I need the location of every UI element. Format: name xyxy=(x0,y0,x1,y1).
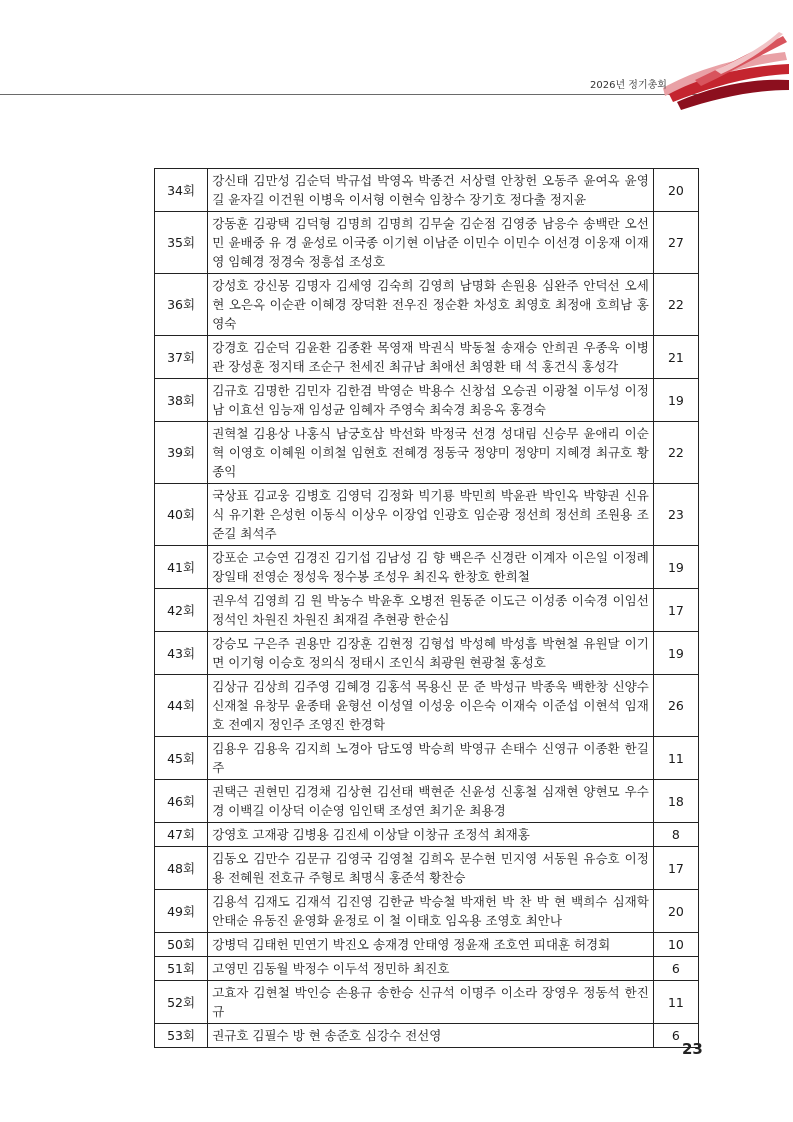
term-cell: 40회 xyxy=(155,484,208,546)
term-cell: 45회 xyxy=(155,737,208,780)
term-cell: 43회 xyxy=(155,632,208,675)
count-cell: 22 xyxy=(653,274,698,336)
table-row xyxy=(155,274,699,336)
table-row xyxy=(155,336,699,379)
red-swoosh-logo xyxy=(655,30,793,130)
table-row xyxy=(155,632,699,675)
names-cell: 고효자 김현철 박인승 손용규 송한승 신규석 이명주 이소라 장영우 정동석 한진규 xyxy=(208,981,654,1024)
names-cell: 강신태 김만성 김순덕 박규섭 박영옥 박종건 서상렬 안창헌 오동주 윤여옥 윤영길 윤자길 이건원 이병욱 이서형 이현숙 임창수 장기호 정다출 정지윤 xyxy=(208,169,654,212)
table-row xyxy=(155,169,699,212)
roster-body xyxy=(155,169,699,1048)
table-row xyxy=(155,737,699,780)
term-cell: 39회 xyxy=(155,422,208,484)
count-cell: 20 xyxy=(653,169,698,212)
term-cell: 49회 xyxy=(155,890,208,933)
term-cell: 36회 xyxy=(155,274,208,336)
names-cell: 김규호 김명한 김민자 김한겸 박영순 박용수 신창섭 오승권 이광철 이두성 이정남 이효선 임능재 임성균 임혜자 주영숙 최숙경 최응옥 홍경숙 xyxy=(208,379,654,422)
count-cell: 22 xyxy=(653,422,698,484)
term-cell: 37회 xyxy=(155,336,208,379)
term-cell: 50회 xyxy=(155,933,208,957)
term-cell: 46회 xyxy=(155,780,208,823)
names-cell: 권규호 김필수 방 현 송준호 심강수 전선영 xyxy=(208,1024,654,1048)
count-cell: 6 xyxy=(653,957,698,981)
term-cell: 48회 xyxy=(155,847,208,890)
table-row xyxy=(155,981,699,1024)
term-cell: 34회 xyxy=(155,169,208,212)
table-row xyxy=(155,484,699,546)
table-row xyxy=(155,212,699,274)
count-cell: 10 xyxy=(653,933,698,957)
names-cell: 권우석 김영희 김 원 박농수 박윤후 오병전 원동준 이도근 이성종 이숙경 이임선 정석인 차원진 차원진 최재걸 추현광 한순심 xyxy=(208,589,654,632)
term-cell: 51회 xyxy=(155,957,208,981)
names-cell: 김용석 김재도 김재석 김진영 김한균 박승철 박재헌 박 찬 박 현 백희수 심재학 안태순 유동진 윤영화 윤정로 이 철 이태호 임옥용 조영호 최안나 xyxy=(208,890,654,933)
term-cell: 52회 xyxy=(155,981,208,1024)
table-row xyxy=(155,847,699,890)
count-cell: 19 xyxy=(653,546,698,589)
count-cell: 18 xyxy=(653,780,698,823)
term-cell: 35회 xyxy=(155,212,208,274)
count-cell: 11 xyxy=(653,737,698,780)
term-cell: 42회 xyxy=(155,589,208,632)
table-row xyxy=(155,780,699,823)
names-cell: 강영호 고재광 김병용 김진세 이상달 이창규 조정석 최재홍 xyxy=(208,823,654,847)
count-cell: 20 xyxy=(653,890,698,933)
term-cell: 41회 xyxy=(155,546,208,589)
table-row xyxy=(155,890,699,933)
names-cell: 김용우 김용욱 김지희 노경아 담도영 박승희 박영규 손태수 신영규 이종환 한길주 xyxy=(208,737,654,780)
table-row xyxy=(155,675,699,737)
count-cell: 27 xyxy=(653,212,698,274)
header-rule xyxy=(0,94,700,95)
term-cell: 53회 xyxy=(155,1024,208,1048)
alumni-roster-table xyxy=(154,168,699,1048)
names-cell: 김상규 김상희 김주영 김혜경 김홍석 목용신 문 준 박성규 박종욱 백한창 신양수 신재철 유창무 윤종태 윤형선 이성열 이성웅 이은숙 이재숙 이준섭 이현석 임재호 전예지 정인주 조영진 한경학 xyxy=(208,675,654,737)
names-cell: 김동오 김만수 김문규 김영국 김영철 김희옥 문수현 민지영 서동원 유승호 이정용 전혜원 전호규 주형로 최명식 홍준석 황찬승 xyxy=(208,847,654,890)
names-cell: 강병덕 김태헌 민연기 박진오 송재경 안태영 정윤재 조호연 피대훈 허경회 xyxy=(208,933,654,957)
count-cell: 8 xyxy=(653,823,698,847)
names-cell: 강경호 김순덕 김윤환 김종환 목영재 박권식 박동철 송재승 안희권 우종욱 이병관 장성훈 정지태 조순구 천세진 최규남 최애선 최영환 태 석 홍건식 홍성각 xyxy=(208,336,654,379)
names-cell: 고영민 김동월 박정수 이두석 정민하 최진호 xyxy=(208,957,654,981)
names-cell: 강승모 구은주 권용만 김장훈 김현정 김형섭 박성혜 박성흠 박현철 유원달 이기면 이기형 이승호 정의식 정태시 조인식 최광원 현광철 홍성호 xyxy=(208,632,654,675)
count-cell: 19 xyxy=(653,379,698,422)
table-row xyxy=(155,1024,699,1048)
table-row xyxy=(155,379,699,422)
count-cell: 26 xyxy=(653,675,698,737)
term-cell: 44회 xyxy=(155,675,208,737)
names-cell: 강성호 강신몽 김명자 김세영 김숙희 김영희 남명화 손원용 심완주 안덕선 오세현 오은옥 이순관 이혜경 장덕환 전우진 정순환 차성호 최영호 최정애 호희남 홍영숙 xyxy=(208,274,654,336)
count-cell: 17 xyxy=(653,589,698,632)
table-row xyxy=(155,823,699,847)
names-cell: 국상표 김교웅 김병호 김영덕 김정화 빅기룡 박민희 박윤관 박인옥 박향권 신유식 유기환 은성헌 이동식 이상우 이장업 인광호 임순광 정선희 정선희 조원용 조준길 최석주 xyxy=(208,484,654,546)
names-cell: 강동훈 김광택 김덕형 김명희 김명희 김무술 김순점 김영중 남응수 송백란 오선민 윤배중 유 경 윤성로 이국종 이기현 이남준 이민수 이민수 이선경 이웅재 이재영 임혜경 정경숙 정흥섭 조성호 xyxy=(208,212,654,274)
term-cell: 47회 xyxy=(155,823,208,847)
count-cell: 23 xyxy=(653,484,698,546)
table-row xyxy=(155,957,699,981)
count-cell: 11 xyxy=(653,981,698,1024)
count-cell: 17 xyxy=(653,847,698,890)
table-row xyxy=(155,422,699,484)
header-title: 2026년 정기총회 xyxy=(590,80,667,91)
table-row xyxy=(155,589,699,632)
table-row xyxy=(155,546,699,589)
count-cell: 19 xyxy=(653,632,698,675)
page-number: 23 xyxy=(682,1040,703,1058)
count-cell: 21 xyxy=(653,336,698,379)
table-row xyxy=(155,933,699,957)
count-cell: 6 xyxy=(653,1024,698,1048)
names-cell: 강포순 고승연 김경진 김기섭 김남성 김 향 백은주 신경란 이계자 이은일 이정례 장일태 전영순 정성욱 정수봉 조성우 최진옥 한창호 한희철 xyxy=(208,546,654,589)
term-cell: 38회 xyxy=(155,379,208,422)
names-cell: 권택근 권현민 김경채 김상현 김선태 백현준 신윤성 신홍철 심재현 양현모 우수경 이백길 이상덕 이순영 임인택 조성연 최기운 최용경 xyxy=(208,780,654,823)
names-cell: 권혁철 김용상 나홍식 남궁호삼 박선화 박정국 선경 성대림 신승무 윤애리 이순혁 이영호 이혜원 이희철 임현호 전혜경 정동국 정양미 정양미 지혜경 최규호 황종익 xyxy=(208,422,654,484)
